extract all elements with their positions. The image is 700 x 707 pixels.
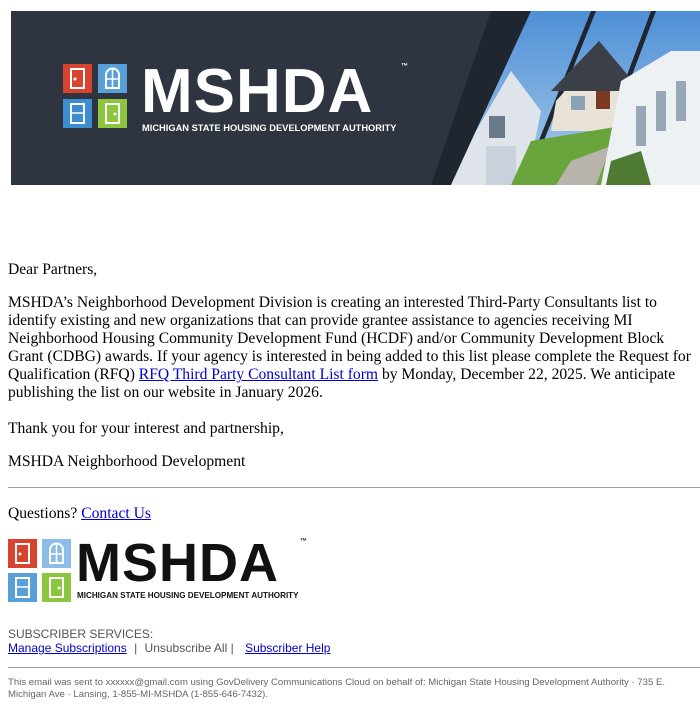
trademark-symbol: ™: [401, 63, 408, 70]
contact-us-link[interactable]: Contact Us: [81, 505, 151, 522]
thanks-line: Thank you for your interest and partnership,: [8, 420, 284, 437]
door-icon: [63, 64, 92, 93]
body-line: Neighborhood Housing Community Development Fund (HCDF) and/or Community Development Block: [8, 330, 665, 347]
body-text: by Monday, December 22, 2025. We anticipate: [378, 366, 676, 383]
questions-line: [8, 505, 151, 523]
window-icon: [98, 64, 127, 93]
brand-tagline: MICHIGAN STATE HOUSING DEVELOPMENT AUTHORITY: [77, 591, 299, 600]
header-banner: [11, 11, 700, 185]
unsubscribe-all-link[interactable]: Unsubscribe All: [144, 641, 228, 655]
legal-footer: This email was sent to xxxxxx@gmail.com using GovDelivery Communications Cloud on behalf of: Michigan State Housing Development Authority · 735 E. Michigan Ave · Lansing, 1-855-MI-MSHDA (1-855-646-7432).: [8, 677, 666, 700]
body-line: [8, 366, 691, 384]
manage-subscriptions-link[interactable]: Manage Subscriptions: [8, 641, 127, 655]
divider: [8, 487, 700, 488]
body-line: MSHDA’s Neighborhood Development Division is creating an interested Third-Party Consultants list to: [8, 294, 657, 311]
door-icon: [98, 99, 127, 128]
window-icon: [42, 539, 71, 568]
body-line: Grant (CDBG) awards. If your agency is interested in being added to this list please complete the Request for: [8, 348, 691, 365]
door-icon: [8, 573, 37, 602]
subscriber-help-link[interactable]: Subscriber Help: [245, 641, 331, 655]
door-icon: [8, 539, 37, 568]
divider: [8, 667, 700, 668]
separator: |: [134, 641, 138, 655]
signoff: MSHDA Neighborhood Development: [8, 453, 246, 470]
separator: |: [230, 641, 234, 655]
door-icon: [42, 573, 71, 602]
questions-label: Questions?: [8, 505, 78, 522]
body-text: Qualification (RFQ): [8, 366, 139, 383]
rfq-form-link[interactable]: RFQ Third Party Consultant List form: [138, 366, 379, 383]
logo-tiles: [63, 64, 133, 134]
brand-tagline: MICHIGAN STATE HOUSING DEVELOPMENT AUTHORITY: [142, 123, 397, 133]
subscriber-services-heading: SUBSCRIBER SERVICES:: [8, 627, 154, 641]
body-paragraph: [8, 294, 691, 402]
body-line: identify existing and new organizations that can provide grantee assistance to agencies receiving MI: [8, 312, 633, 329]
greeting: Dear Partners,: [8, 261, 98, 278]
body-line: publishing the list on our website in January 2026.: [8, 384, 323, 401]
footer-logo: [8, 533, 318, 606]
door-icon: [63, 99, 92, 128]
brand-wordmark: MSHDA: [141, 57, 374, 126]
brand-wordmark: MSHDA: [76, 533, 279, 593]
trademark-symbol: ™: [300, 538, 307, 545]
subscriber-links: [8, 641, 330, 655]
